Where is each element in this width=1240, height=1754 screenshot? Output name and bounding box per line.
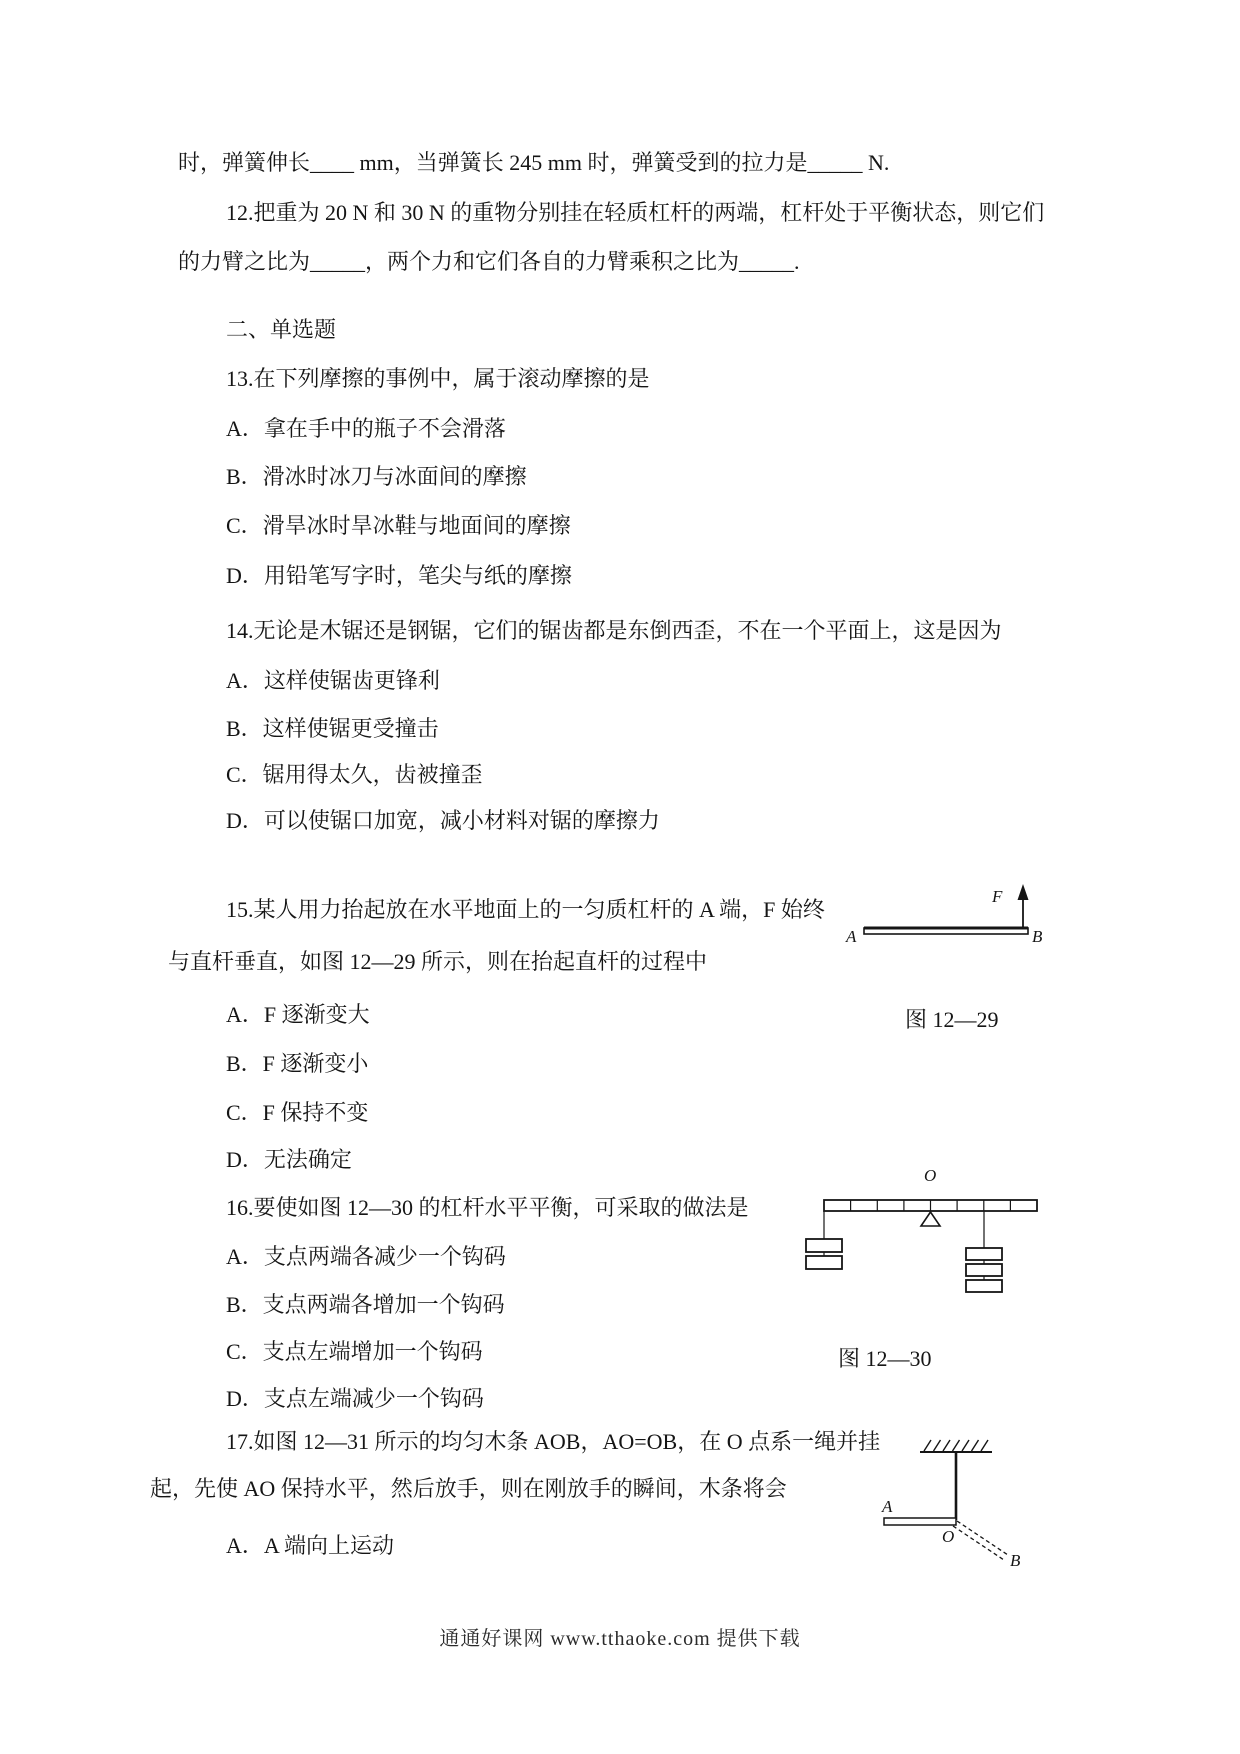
q13-option-c: C．滑旱冰时旱冰鞋与地面间的摩擦	[226, 513, 571, 538]
fig31-label-a: A	[882, 1497, 893, 1516]
fig30-label-o: O	[924, 1166, 937, 1185]
q15-stem-line2: 与直杆垂直，如图 12—29 所示，则在抬起直杆的过程中	[168, 949, 708, 974]
q16-option-d: D．支点左端减少一个钩码	[226, 1386, 484, 1411]
figure-12-31	[868, 1432, 1043, 1577]
q16-stem: 16.要使如图 12—30 的杠杆水平平衡，可采取的做法是	[226, 1195, 749, 1220]
fig30-left-weights	[806, 1239, 842, 1269]
q17-option-a: A．A 端向上运动	[226, 1533, 395, 1558]
q17-stem-line1: 17.如图 12—31 所示的均匀木条 AOB，AO=OB，在 O 点系一绳并挂	[226, 1429, 881, 1454]
fig31-rod-ao	[884, 1518, 956, 1525]
q15-stem-line1: 15.某人用力抬起放在水平地面上的一匀质杠杆的 A 端，F 始终	[226, 897, 825, 922]
fig29-force-arrow-head	[1018, 884, 1029, 900]
q13-stem: 13.在下列摩擦的事例中，属于滚动摩擦的是	[226, 366, 650, 391]
fig30-right-weights	[966, 1248, 1002, 1292]
fig29-caption: 图 12—29	[905, 1007, 999, 1032]
q12-text-line2: 的力臂之比为_____，两个力和它们各自的力臂乘积之比为_____.	[178, 249, 800, 274]
q13-option-d: D．用铅笔写字时，笔尖与纸的摩擦	[226, 563, 572, 588]
q11-continuation-text: 时，弹簧伸长____ mm，当弹簧长 245 mm 时，弹簧受到的拉力是_____ N.	[178, 150, 890, 175]
q13-option-b: B．滑冰时冰刀与冰面间的摩擦	[226, 464, 527, 489]
q13-option-a: A．拿在手中的瓶子不会滑落	[226, 416, 506, 441]
fig30-fulcrum-triangle	[921, 1212, 940, 1226]
fig29-label-f: F	[992, 887, 1003, 906]
fig31-label-b: B	[1010, 1551, 1021, 1570]
fig31-rod-ob-dashed	[953, 1521, 1008, 1560]
q15-option-b: B．F 逐渐变小	[226, 1051, 369, 1076]
fig31-ceiling-hatching	[924, 1440, 988, 1451]
fig30-caption: 图 12—30	[838, 1346, 932, 1371]
q16-option-b: B．支点两端各增加一个钩码	[226, 1292, 505, 1317]
figure-12-30	[800, 1165, 1060, 1305]
q14-option-d: D．可以使锯口加宽，减小材料对锯的摩擦力	[226, 808, 660, 833]
page-footer: 通通好课网 www.tthaoke.com 提供下载	[439, 1628, 801, 1650]
figure-12-29	[840, 875, 1050, 955]
fig29-label-b: B	[1032, 927, 1043, 946]
q15-option-a: A．F 逐渐变大	[226, 1002, 370, 1027]
q16-option-c: C．支点左端增加一个钩码	[226, 1339, 483, 1364]
q12-text-line1: 12.把重为 20 N 和 30 N 的重物分别挂在轻质杠杆的两端，杠杆处于平衡状态，则它们	[226, 200, 1045, 225]
q14-option-c: C．锯用得太久，齿被撞歪	[226, 762, 483, 787]
section-heading-multiple-choice: 二、单选题	[226, 317, 337, 342]
fig31-label-o: O	[942, 1527, 955, 1546]
q15-option-d: D．无法确定	[226, 1147, 352, 1172]
q15-option-c: C．F 保持不变	[226, 1100, 369, 1125]
q16-option-a: A．支点两端各减少一个钩码	[226, 1244, 506, 1269]
fig29-label-a: A	[846, 927, 857, 946]
q14-stem: 14.无论是木锯还是钢锯，它们的锯齿都是东倒西歪，不在一个平面上，这是因为	[226, 618, 1002, 643]
q14-option-a: A．这样使锯齿更锋利	[226, 668, 440, 693]
q14-option-b: B．这样使锯更受撞击	[226, 716, 439, 741]
q17-stem-line2: 起，先使 AO 保持水平，然后放手，则在刚放手的瞬间，木条将会	[150, 1476, 787, 1501]
